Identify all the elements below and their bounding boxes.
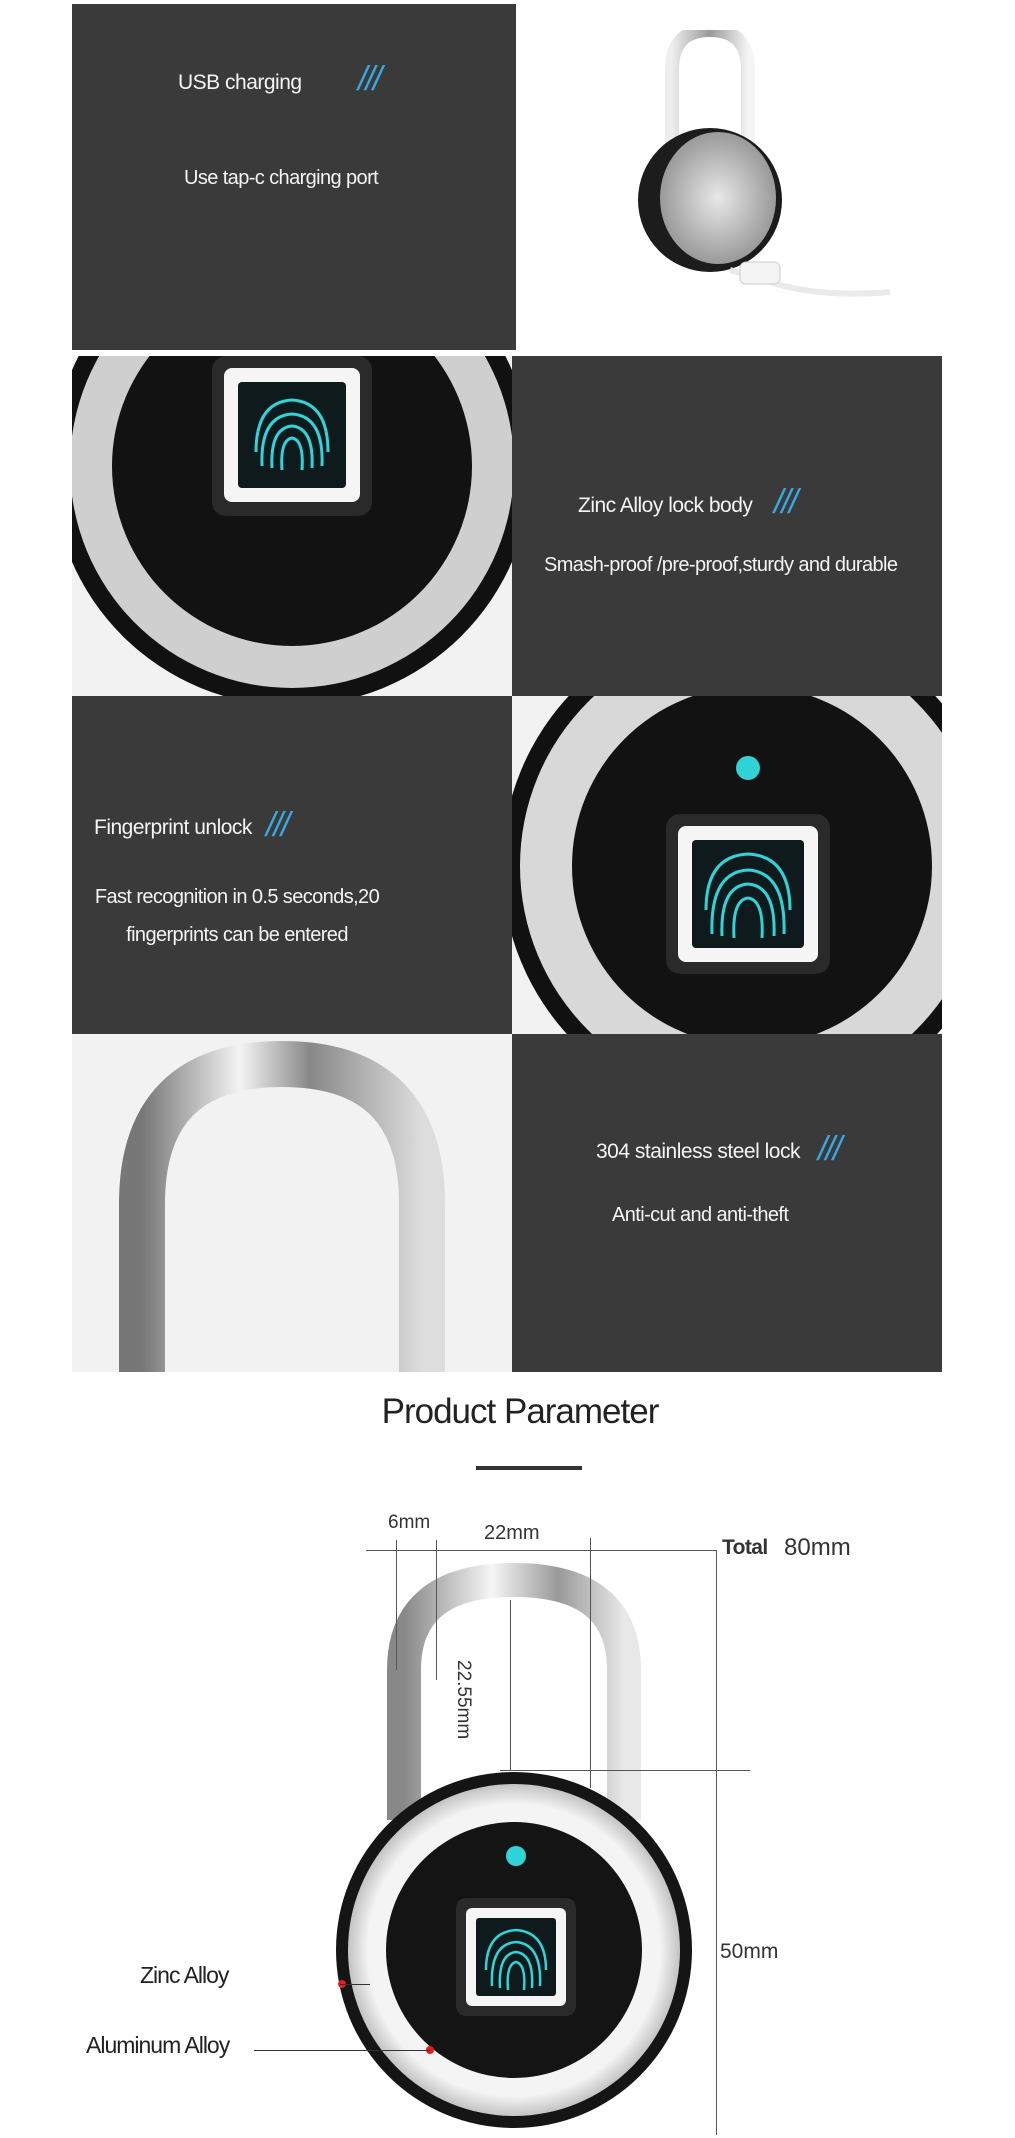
dimension-line — [716, 1550, 717, 2135]
dimension-line — [510, 1600, 511, 1770]
dimension-line — [436, 1540, 437, 1680]
body-height-label: 50mm — [720, 1940, 779, 1963]
dimension-line — [340, 1984, 370, 1985]
fingerprint-unlock-panel — [72, 696, 512, 1034]
material-aluminum-alloy: Aluminum Alloy — [86, 2032, 230, 2058]
dimension-line — [254, 2050, 430, 2051]
shackle-height-label: 22.55mm — [453, 1660, 474, 1740]
padlock-diagram — [330, 1560, 710, 2138]
dimension-line — [590, 1538, 591, 1788]
zinc-alloy-desc: Smash-proof /pre-proof,sturdy and durable — [544, 554, 898, 576]
zinc-alloy-panel — [512, 356, 942, 696]
steel-shackle-image — [72, 1034, 512, 1372]
dimension-line — [366, 1550, 716, 1551]
usb-charging-panel — [72, 4, 516, 350]
page-title: Product Parameter — [381, 1392, 659, 1431]
stainless-steel-desc: Anti-cut and anti-theft — [612, 1204, 789, 1226]
fingerprint-unlock-title: Fingerprint unlock — [94, 816, 252, 839]
total-label: Total — [722, 1536, 768, 1559]
fingerprint-unlock-desc-line1: Fast recognition in 0.5 seconds,20 — [94, 886, 380, 908]
accent-slashes-icon: /// — [774, 483, 797, 521]
usb-charging-desc: Use tap-c charging port — [184, 167, 379, 189]
usb-charging-title: USB charging — [178, 71, 302, 94]
dimension-line — [500, 1770, 750, 1771]
padlock-usb-image — [600, 30, 900, 310]
material-zinc-alloy: Zinc Alloy — [140, 1962, 229, 1988]
accent-slashes-icon: /// — [818, 1130, 841, 1168]
stainless-steel-panel — [512, 1034, 942, 1372]
fingerprint-unlock-desc-line2: fingerprints can be entered — [126, 924, 348, 946]
accent-slashes-icon: /// — [358, 60, 381, 98]
shackle-thickness-label: 6mm — [388, 1512, 431, 1533]
total-value: 80mm — [784, 1534, 851, 1561]
zinc-alloy-title: Zinc Alloy lock body — [578, 494, 753, 517]
fingerprint-sensor-image — [512, 696, 942, 1034]
fingerprint-closeup-image — [72, 356, 512, 696]
dimension-line — [396, 1540, 397, 1670]
shackle-width-label: 22mm — [484, 1522, 540, 1544]
stainless-steel-title: 304 stainless steel lock — [596, 1140, 800, 1163]
heading-underline — [476, 1466, 582, 1470]
accent-slashes-icon: /// — [266, 806, 289, 844]
